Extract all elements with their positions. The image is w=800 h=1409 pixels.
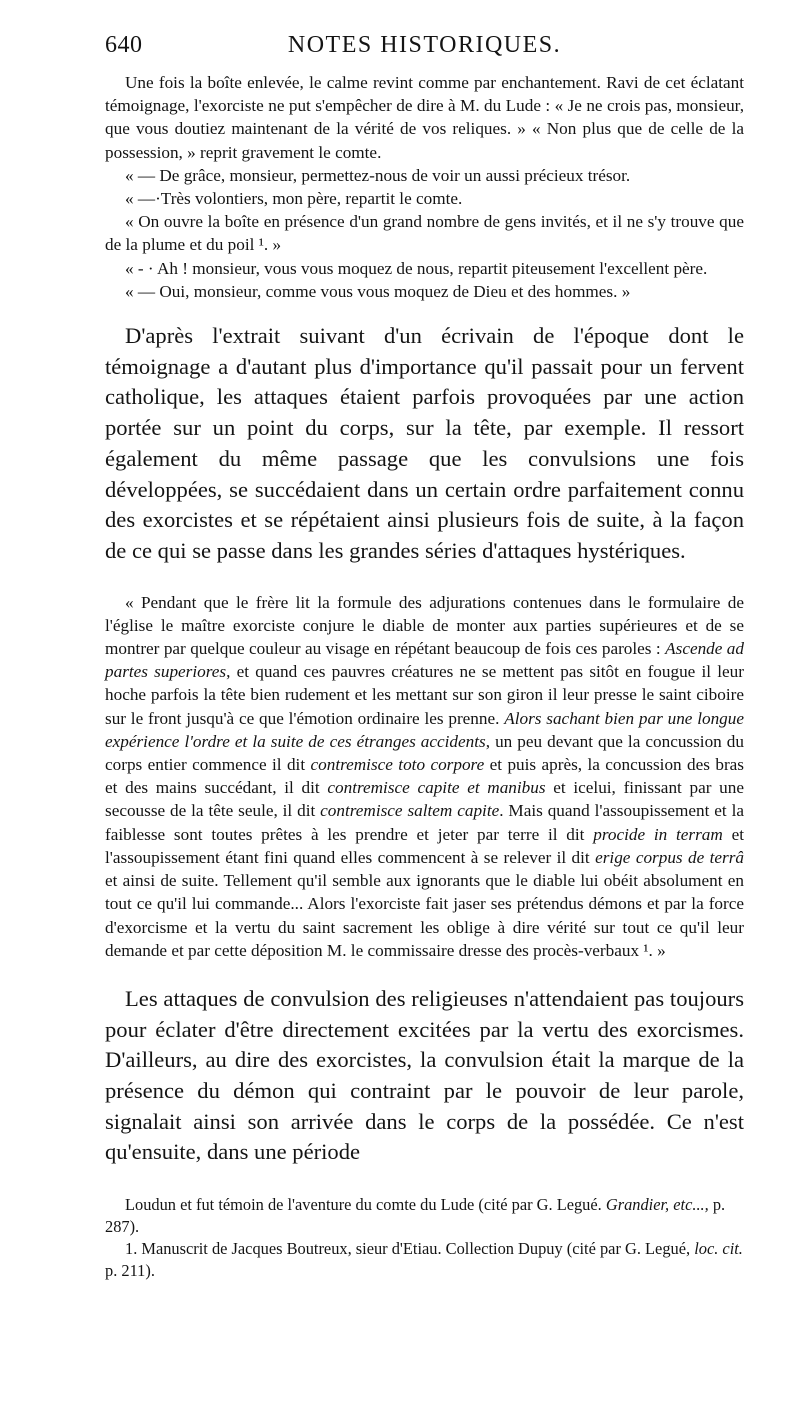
running-title: NOTES HISTORIQUES.: [287, 32, 562, 58]
dialogue-line: « — Oui, monsieur, comme vous vous moquez de Dieu et des hommes. »: [125, 281, 631, 301]
dialogue-line: « — De grâce, monsieur, permettez-nous de voir un aussi précieux trésor.: [125, 165, 631, 185]
quote-text: et icelui, finissant par une secousse de la tête seule, il dit: [105, 778, 744, 821]
latin-phrase: contremisce toto corpore: [310, 755, 485, 775]
latin-phrase: erige corpus de terrâ: [595, 847, 745, 867]
footnotes: [105, 1194, 744, 1282]
latin-phrase: Ascende ad partes superiores: [105, 639, 744, 682]
latin-phrase: contremisce capite et manibus: [327, 778, 546, 798]
page-number: 640: [105, 32, 143, 58]
body-paragraph-2: Les attaques de convulsion des religieuses n'attendaient pas toujours pour éclater d'être directement excitées par la vertu des exorcismes. D'ailleurs, au dire des exorcistes, la convulsion était la marque de la présence du démon qui contraint par le pouvoir de leur parole, signalait ainsi son arrivée dans le corps de la possédée. Ce n'est qu'ensuite, dans une période: [105, 985, 744, 1165]
footnote-1: 1. Manuscrit de Jacques Boutreux, sieur d'Etiau. Collection Dupuy (cité par G. Legué, loc. cit. p. 211).: [105, 1239, 743, 1281]
dialogue-line: Une fois la boîte enlevée, le calme revint comme par enchantement. Ravi de cet éclatant témoignage, l'exorciste ne put s'empêcher de dire à M. du Lude : « Je ne crois pas, monsieur, que vous doutiez maintenant de la vérité de vos reliques. » « Non plus que de celle de la possession, » reprit gravement le comte.: [105, 73, 744, 162]
latin-phrase: procide in terram: [593, 824, 723, 844]
page-header: [105, 28, 744, 68]
dialogue-line: « —·Très volontiers, mon père, repartit le comte.: [125, 189, 463, 209]
footnote-continuation: Loudun et fut témoin de l'aventure du comte du Lude (cité par G. Legué. Grandier, etc..., p. 287).: [105, 1195, 726, 1237]
quote-text: , et quand ces pauvres créatures ne se mettent pas sitôt en fougue il leur hoche parfois la tête bien rudement et les mettant sur son giron il leur presse le saint ciboire sur le front jusqu'à ce que l'émotion ordinaire les prenne.: [105, 662, 744, 728]
latin-phrase: contremisce saltem capite: [320, 801, 500, 821]
italic-phrase: Alors sachant bien par une longue expérience l'ordre et la suite de ces étranges accidents: [105, 708, 744, 751]
quote-text: « Pendant que le frère lit la formule des adjurations contenues dans le formulaire de l'église le maître exorciste conjure le diable de monter aux parties supérieures et de se montrer par quelque couleur au visage en répétant beaucoup de fois ces paroles :: [105, 592, 744, 659]
body-paragraph-1: D'après l'extrait suivant d'un écrivain de l'époque dont le témoignage a d'autant plus d'importance qu'il passait pour un fervent catholique, les attaques étaient parfois provoquées par une action portée sur un point du corps, sur la tête, par exemple. Il ressort également du même passage que les convulsions une fois développées, se succédaient dans un certain ordre parfaitement connu des exorcistes et se répétaient ainsi plusieurs fois de suite, à la façon de ce qui se passe dans les grandes séries d'attaques hystériques.: [105, 323, 744, 563]
dialogue-line: « On ouvre la boîte en présence d'un grand nombre de gens invités, et il ne s'y trouve que de la plume et du poil ¹. »: [105, 212, 744, 255]
quoted-dialogue: [105, 71, 744, 303]
quote-text: , un peu devant que la concussion du corps entier commence il dit: [105, 731, 744, 775]
quote-text: et l'assoupissement étant fini quand elles commencent à se relever il dit: [105, 824, 744, 867]
quoted-passage: [105, 591, 744, 962]
quote-text: et ainsi de suite. Tellement qu'il semble aux ignorants que le diable lui obéit absolument en tout ce qu'il lui commande... Alors l'exorciste fait jaser ses prétendus démons et par la force d'exorcisme et la vertu du saint sacrement les oblige à dire vérité sur tout ce qu'il leur demande et par cette déposition M. le commissaire dresse des procès-verbaux ¹. »: [105, 871, 744, 960]
dialogue-line: « - · Ah ! monsieur, vous vous moquez de nous, repartit piteusement l'excellent père.: [125, 258, 708, 278]
quote-text: et puis après, la concussion des bras et des mains succédant, il dit: [105, 755, 744, 798]
quote-text: . Mais quand l'assoupissement et la faiblesse sont toutes prêtes à les prendre et jeter par terre il dit: [105, 801, 745, 844]
